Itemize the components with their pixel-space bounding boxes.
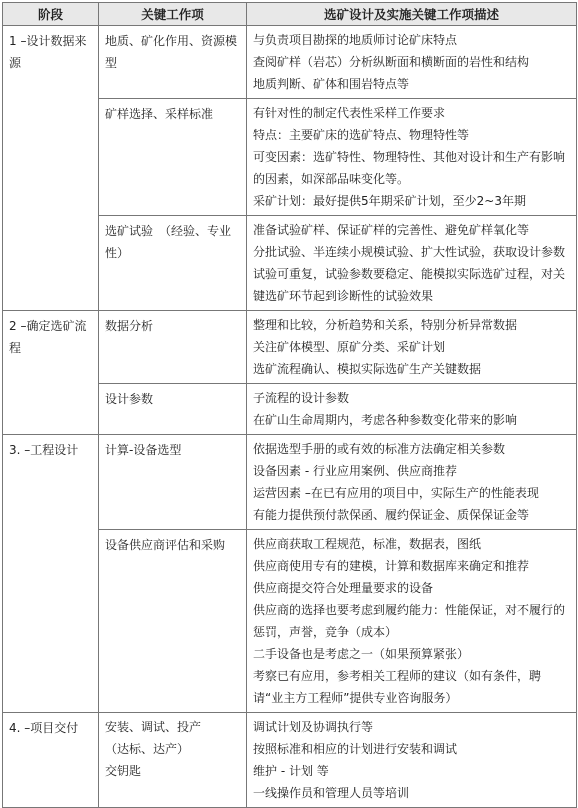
description-line: 有针对性的制定代表性采样工作要求	[253, 106, 446, 120]
description-line: 设备因素 - 行业应用案例、供应商推荐	[253, 464, 457, 478]
description-line: 有能力提供预付款保函、履约保证金、质保保证金等	[253, 508, 530, 522]
description-line: 采矿计划：最好提供5年期采矿计划，至少2~3年期	[253, 194, 526, 208]
description-line: 在矿山生命周期内，考虑各种参数变化带来的影响	[253, 413, 518, 427]
description-line: 选矿流程确认、模拟实际选矿生产关键数据	[253, 362, 482, 376]
description-line: 依据选型手册的或有效的标准方法确定相关参数	[253, 442, 506, 456]
description-line: 考察已有应用，参考相关工程师的建议（如有条件，聘请“业主方工程师”提供专业咨询服务）	[253, 669, 542, 705]
description-cell	[247, 311, 577, 384]
description-line: 可变因素：选矿特性、物理特性、其他对设计和生产有影响的因素，如深部品味变化等。	[253, 150, 566, 186]
description-line: 子流程的设计参数	[253, 391, 350, 405]
description-line: 试验可重复，试验参数要稳定、能模拟实际选矿过程，对关键选矿环节起到诊断性的试验效果	[253, 267, 566, 303]
table-row	[3, 435, 577, 530]
description-line: 关注矿体模型、原矿分类、采矿计划	[253, 340, 446, 354]
description-line: 分批试验、半连续小规模试验、扩大性试验，获取设计参数	[253, 245, 566, 259]
description-cell	[247, 384, 577, 435]
work-item-cell: 选矿试验 （经验、专业性）	[99, 216, 247, 311]
description-cell	[247, 530, 577, 713]
work-item-cell	[99, 713, 247, 808]
stage-cell: 4. –项目交付	[3, 713, 99, 808]
description-line: 准备试验矿样、保证矿样的完善性、避免矿样氧化等	[253, 223, 530, 237]
description-line: 二手设备也是考虑之一（如果预算紧张）	[253, 647, 470, 661]
work-item-cell: 数据分析	[99, 311, 247, 384]
work-item-cell: 设计参数	[99, 384, 247, 435]
stage-cell: 3. –工程设计	[3, 435, 99, 713]
work-item-line: 交钥匙	[105, 764, 142, 778]
description-line: 按照标准和相应的计划进行安装和调试	[253, 742, 458, 756]
description-line: 调试计划及协调执行等	[253, 720, 374, 734]
description-line: 查阅矿样（岩芯）分析纵断面和横断面的岩性和结构	[253, 55, 530, 69]
table-row	[3, 713, 577, 808]
description-line: 供应商的选择也要考虑到履约能力：性能保证，对不履行的惩罚，声誉，竞争（成本）	[253, 603, 566, 639]
description-line: 整理和比较，分析趋势和关系，特别分析异常数据	[253, 318, 518, 332]
description-line: 与负责项目勘探的地质师讨论矿床特点	[253, 33, 458, 47]
work-item-cell: 地质、矿化作用、资源模型	[99, 26, 247, 99]
description-cell	[247, 99, 577, 216]
work-item-cell: 计算-设备选型	[99, 435, 247, 530]
description-line: 供应商提交符合处理量要求的设备	[253, 581, 434, 595]
description-line: 供应商获取工程规范，标准，数据表，图纸	[253, 537, 482, 551]
description-line: 一线操作员和管理人员等培训	[253, 786, 410, 800]
description-cell	[247, 26, 577, 99]
description-line: 运营因素 –在已有应用的项目中，实际生产的性能表现	[253, 486, 539, 500]
description-line: 供应商使用专有的建模，计算和数据库来确定和推荐	[253, 559, 530, 573]
work-item-cell: 矿样选择、采样标准	[99, 99, 247, 216]
work-item-cell: 设备供应商评估和采购	[99, 530, 247, 713]
header-row	[3, 3, 577, 26]
description-line: 维护 - 计划 等	[253, 764, 329, 778]
description-cell	[247, 713, 577, 808]
header-stage: 阶段	[3, 3, 99, 26]
stage-cell: 1 –设计数据来源	[3, 26, 99, 311]
work-item-line: （达标、达产）	[105, 742, 190, 756]
work-item-line: 安装、调试、投产	[105, 720, 202, 734]
description-cell	[247, 216, 577, 311]
stage-cell: 2 –确定选矿流程	[3, 311, 99, 435]
design-table	[2, 2, 577, 808]
header-description: 选矿设计及实施关键工作项描述	[247, 3, 577, 26]
header-key-work: 关键工作项	[99, 3, 247, 26]
table-row	[3, 311, 577, 384]
table-row	[3, 26, 577, 99]
description-line: 地质判断、矿体和围岩特点等	[253, 77, 410, 91]
description-line: 特点：主要矿床的选矿特点、物理特性等	[253, 128, 470, 142]
description-cell	[247, 435, 577, 530]
